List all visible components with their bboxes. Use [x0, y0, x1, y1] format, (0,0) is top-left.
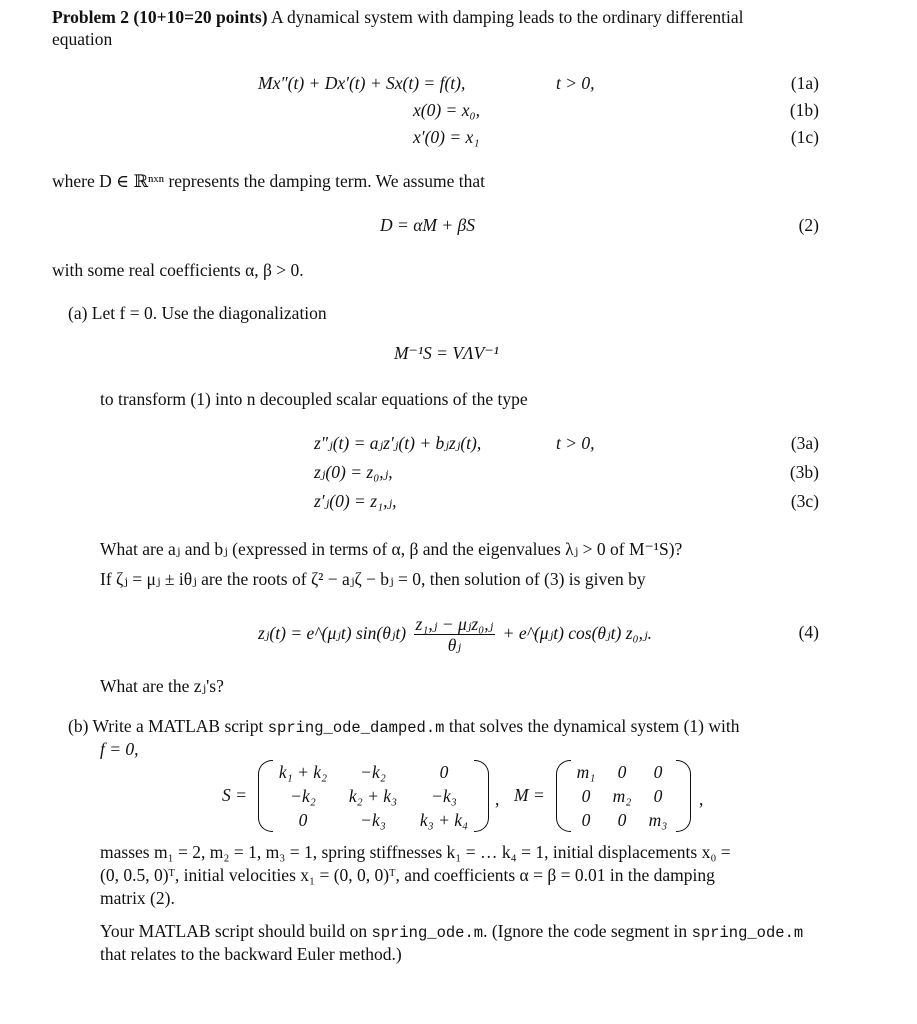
base-filename-2: spring_ode.m: [691, 924, 804, 942]
s-cell: k₁ + k₂: [278, 762, 328, 782]
s-label: S =: [222, 785, 247, 805]
f-zero: f = 0,: [100, 739, 139, 759]
eq3a: z″ⱼ(t) = aⱼz′ⱼ(t) + bⱼzⱼ(t),: [314, 433, 482, 453]
transform-text: to transform (1) into n decoupled scalar equations of the type: [100, 389, 528, 409]
masses-line1: masses m₁ = 2, m₂ = 1, m₃ = 1, spring stiffnesses k₁ = … k₄ = 1, initial displacements x₀ =: [100, 842, 731, 862]
eq4-fraction: [414, 614, 496, 655]
problem-header: [52, 6, 744, 28]
diagonalization: M⁻¹S = VΛV⁻¹: [394, 343, 499, 363]
roots-text: If ζⱼ = μⱼ ± iθⱼ are the roots of ζ² − aⱼζ − bⱼ = 0, then solution of (3) is given by: [100, 569, 646, 589]
build-text-c: . (Ignore the code segment in: [483, 921, 692, 941]
m-cell: 0: [653, 786, 663, 806]
eq1a-number: (1a): [790, 73, 819, 93]
m-right-paren: [676, 760, 691, 832]
part-b-line1: [68, 715, 739, 739]
part-b-text-b: script: [220, 716, 268, 736]
m-cell: 0: [581, 810, 591, 830]
comma-2: ,: [699, 789, 704, 809]
intro-line2: equation: [52, 29, 113, 49]
eq4-frac-denominator: θⱼ: [447, 635, 461, 656]
m-cell: 0: [581, 786, 591, 806]
s-cell: −k₃: [431, 786, 457, 806]
s-cell: −k₃: [360, 810, 386, 830]
s-cell: k₃ + k₄: [419, 810, 469, 830]
matlab-word: MATLAB: [138, 921, 211, 941]
part-b-label: (b): [68, 716, 89, 736]
coef-text: with some real coefficients α, β > 0.: [52, 260, 304, 280]
eq3b: zⱼ(0) = z₀,ⱼ,: [314, 462, 393, 482]
eq1c-number: (1c): [790, 127, 819, 147]
m-matrix: [568, 760, 676, 832]
where-text: where D ∈ ℝⁿˣⁿ represents the damping term. We assume that: [52, 171, 486, 191]
build-line1: [100, 920, 803, 944]
eq3a-condition: t > 0,: [556, 433, 595, 453]
s-matrix: [270, 760, 478, 832]
matlab-word: MATLAB: [148, 716, 221, 736]
build-text-b: script should build on: [210, 921, 372, 941]
m-cell: 0: [653, 762, 663, 782]
eq2: D = αM + βS: [380, 215, 475, 235]
eq4-frac-numerator: z₁,ⱼ − μⱼz₀,ⱼ: [415, 614, 494, 635]
eq1a: Mx″(t) + Dx′(t) + Sx(t) = f(t),: [258, 73, 466, 93]
problem-title: Problem 2 (10+10=20 points): [52, 7, 268, 27]
part-b-text-c: that solves the dynamical system (1) with: [444, 716, 740, 736]
eq1b-number: (1b): [789, 100, 819, 120]
m-label: M =: [514, 785, 545, 805]
eq1c: x′(0) = x₁: [413, 127, 480, 147]
m-cell: m₂: [612, 786, 632, 806]
eq3c: z′ⱼ(0) = z₁,ⱼ,: [314, 491, 397, 511]
s-right-paren: [474, 760, 489, 832]
eq4-lhs: zⱼ(t) = e^(μⱼt) sin(θⱼt): [258, 623, 407, 643]
masses-line3: matrix (2).: [100, 888, 175, 908]
eq4-number: (4): [798, 622, 819, 642]
build-line2: that relates to the backward Euler method.): [100, 944, 402, 964]
m-cell: m₃: [648, 810, 668, 830]
eq4-rhs: + e^(μⱼt) cos(θⱼt) z₀,ⱼ.: [502, 623, 652, 643]
eq1a-condition: t > 0,: [556, 73, 595, 93]
base-filename: spring_ode.m: [371, 924, 484, 942]
part-b-text-a: Write a: [92, 716, 149, 736]
m-cell: 0: [617, 762, 627, 782]
eq3b-number: (3b): [789, 462, 819, 482]
s-cell: k₂ + k₃: [348, 786, 398, 806]
eq4: [258, 612, 652, 655]
masses-line2: (0, 0.5, 0)ᵀ, initial velocities x₁ = (0, 0, 0)ᵀ, and coefficients α = β = 0.01 in the damping: [100, 865, 715, 885]
question-zj: What are the zⱼ's?: [100, 676, 224, 696]
m-cell: m₁: [576, 762, 596, 782]
m-cell: 0: [617, 810, 627, 830]
eq2-number: (2): [798, 215, 819, 235]
eq3a-number: (3a): [790, 433, 819, 453]
s-cell: −k₂: [290, 786, 316, 806]
intro-line1: A dynamical system with damping leads to the ordinary differential: [267, 7, 744, 27]
s-cell: 0: [439, 762, 449, 782]
build-text-a: Your: [100, 921, 139, 941]
s-cell: −k₂: [360, 762, 386, 782]
s-cell: 0: [298, 810, 308, 830]
part-a-intro: (a) Let f = 0. Use the diagonalization: [68, 303, 327, 323]
question-ab: What are aⱼ and bⱼ (expressed in terms of α, β and the eigenvalues λⱼ > 0 of M⁻¹S)?: [100, 539, 683, 559]
eq3c-number: (3c): [790, 491, 819, 511]
comma-1: ,: [495, 789, 500, 809]
eq1b: x(0) = x₀,: [413, 100, 480, 120]
script-filename: spring_ode_damped.m: [267, 719, 445, 737]
